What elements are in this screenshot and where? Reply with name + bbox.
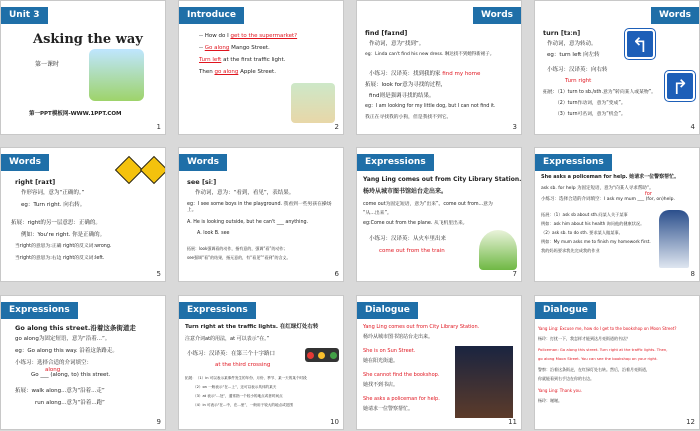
expression-title-cn: 杨玲从城市图书馆站台走出来。 [363,188,448,195]
answer: Turn right [565,78,592,84]
line: eg：Turn right. 向右转。 [21,202,86,208]
slide-number: 12 [686,418,695,426]
line: eg：Go along this way. 沿着这条路走。 [15,348,118,354]
slide-subtitle: 第一课时 [35,61,60,68]
slide-9[interactable] [0,295,166,430]
slide-number: 9 [156,418,161,426]
slide-header: Expressions [179,302,256,319]
slide-7[interactable] [356,147,522,282]
line: 拓展：look for意为寻找的过程， [365,82,447,88]
slide-4[interactable] [534,0,700,135]
exercise: A. He is looking outside, but he can't ___ anything. [187,220,309,225]
vocab-word: right [raɪt] [15,178,56,186]
slide-2[interactable] [178,0,344,135]
line: 拓展：（1）ask sb about sth.问某人关于某事 [541,212,628,217]
expression-title: She asks a policeman for help. 她请求一位警察帮忙。 [541,174,680,180]
line: eg：Linda can't find his new dress. 琳达找不到她得新裙子。 [365,52,495,57]
dialogue-line: Yang Ling comes out from City Library Station. [363,324,480,330]
line: 我正在寻找我的小狗，但是我找不到它。 [365,115,452,120]
slide-11[interactable] [356,295,522,430]
line: eg:Come out from the plane. 从飞机里出来。 [363,221,468,226]
dialogue-line: She asks a policeman for help. [363,396,440,402]
street-illustration [291,83,335,123]
line: （4）in 可表示“在...中，在...里”，一般用于较大的地点或范围 [193,403,293,407]
line: 我的妈妈要求我先完成我的作业 [541,248,600,253]
dialogue-line: 警察：沿着这条街走，在红绿灯处右转。然后，沿着月亮街道， [538,367,650,372]
turn-right-sign-icon: ↱ [665,71,695,101]
line: （3）turn可名词，意为“机会”。 [555,112,626,117]
line: 例如：My mum asks me to finish my homework first. [541,239,651,244]
slide-10[interactable] [178,295,344,430]
dialogue-line: She cannot find the bookshop. [363,372,440,378]
line: 小练习：汉译英：向右转 [547,67,608,73]
policeman-illustration [659,210,689,268]
line: 作形容词，意为“正确的。” [21,190,85,196]
slide-footer: 第一PPT模板网-WWW.1PPT.COM [29,111,122,117]
slide-6[interactable] [178,147,344,282]
line-2: -- Go along Mango Street. [199,45,270,51]
plant-illustration [479,230,517,270]
line: 拓展：（1）in 可以表示某事件发生的年份、月份、季节、某一天的某个时段 [185,376,307,380]
line: find则是强调寻找的结果。 [369,93,435,99]
dialogue-line: go along Moon Street. You can see the bookshop on your right. [538,356,658,361]
line: 当right的意思为:正确 right的反义词:wrong. [15,244,112,249]
slide-header: Unit 3 [1,7,48,24]
dialogue-line: 你就能看到右手边在你的右边。 [538,376,594,381]
dialogue-line: Policeman: Go along this street. Turn right at the traffic lights. Then, [538,347,668,352]
slide-number: 6 [334,270,339,278]
slide-header: Dialogue [357,302,418,319]
vocab-word: turn [tɜːn] [543,29,581,37]
slide-header: Words [651,7,699,24]
slide-header: Words [179,154,227,171]
line: 拓展：walk along...意为“沿着...走” [15,388,105,394]
slide-number: 11 [508,418,517,426]
line: 当right的意思为:右边 right的反义词:left. [15,256,105,261]
slide-header: Words [473,7,521,24]
exercise: 小练习：选择合适的介词填空：I ask my mum ___ (for, on)help. [541,197,675,202]
slide-number: 7 [512,270,517,278]
line: （2）turn作动词，意为“变成”。 [555,101,626,106]
slide-title: Asking the way [33,32,143,47]
slide-header: Expressions [535,154,612,171]
line-3: Turn left at the first traffic light. [199,57,286,63]
expression-title: Go along this street.沿着这条街道走 [15,324,136,332]
exercise: Go ___ (along, to) this street. [31,372,111,378]
slide-header: Words [1,154,49,171]
slide-5[interactable] [0,147,166,282]
line: go along为固定短语，意为“沿着...”。 [15,336,111,342]
dialogue-line: 她请求一位警察帮忙。 [363,406,414,412]
line: 小练习：选择合适的介词填空： [15,360,93,366]
dialogue-line: Yang Ling: Excuse me, how do I get to the bookshop on Moon Street? [538,326,677,331]
line: eg：I see some boys in the playground. 我看到一些男孩在操场上。 [187,202,332,214]
slide-1[interactable] [0,0,166,135]
slide-number: 5 [156,270,161,278]
slide-12[interactable] [534,295,700,430]
check-sign-icon [140,156,166,184]
line: ask sb. for help 为固定短语，意为“向某人寻求帮助”。 [541,186,654,191]
slide-3[interactable] [356,0,522,135]
answer: for [645,191,652,197]
slide-header: Introduce [179,7,244,24]
dialogue-line: 她找不到书店。 [363,382,399,388]
line: run along...意为“沿着...跑” [35,400,105,406]
exercise: 小练习：汉译英：从火车里出来 [369,236,447,242]
slide-number: 1 [156,123,161,131]
line: （2）ask sb. to do sth. 要求某人做某事。 [541,230,623,235]
line: 拓展：right的另一层意思：正确的。 [11,220,101,226]
answer: along [45,367,61,373]
answer: come out from the train [379,248,445,254]
line: 作动词，意为转动。 [547,41,597,47]
slide-number: 10 [330,418,339,426]
slide-number: 8 [690,270,695,278]
vocab-word: find [faɪnd] [365,29,408,37]
dialogue-line: 杨玲从城市图书馆站台走出来。 [363,334,434,340]
exercise: 小练习：汉译英：找到我的家 find my home [369,71,481,77]
dialogue-line: 杨玲：谢谢。 [538,398,562,403]
line: （3）at 表示“...处”，通常指一个较小的地点或者时间点 [193,394,283,398]
slide-header: Dialogue [535,302,596,319]
dialogue-line: Yang Ling: Thank you. [538,388,582,393]
dialogue-line: She is on Sun Street. [363,348,416,354]
exercise: 小练习：汉译英：在第三个十字路口 [187,351,276,357]
kids-illustration [89,49,144,101]
line: （2）on 一般表示“在...上”，还可以表示具体的某天 [193,385,277,389]
line: 拓展：（1）turn to sb./sth.意为“转向某人或某物”。 [543,90,656,95]
note: 注意介词at的用法，at 可以表示“在。” [185,336,270,342]
line: come out为固定短语，意为“出来”。come out from...意为 [363,202,493,207]
options: A. look B. see [197,231,230,236]
night-street-photo [455,346,513,418]
line-4: Then go along Apple Street. [199,69,276,75]
slide-number: 2 [334,123,339,131]
traffic-light-icon [305,348,339,362]
expression-title: Turn right at the traffic lights. 在红绿灯处右转 [185,324,319,330]
dialogue-line: 她在阳光街道。 [363,358,399,364]
line: “从...出来”。 [363,211,392,216]
answer: at the third crossing [215,362,271,368]
line: eg：I am looking for my little dog, but I can not find it. [365,104,496,109]
slide-number: 4 [690,123,695,131]
expression-title: Yang Ling comes out from City Library Station. [363,176,522,183]
line: 例如：ask him about his health 询问他的健康状况。 [541,221,645,226]
slide-header: Expressions [1,302,78,319]
slide-number: 3 [512,123,517,131]
dialogue-line: 杨玲：打扰一下，我怎样才能到达月亮街道的书店？ [538,336,630,341]
line: 作动词，意为“找到”。 [369,41,425,47]
line: eg：turn left 向左转 [547,52,600,58]
slide-8[interactable] [534,147,700,282]
line-1: -- How do I get to the supermarket? [199,33,298,39]
line: see强调“看”的结果，指无意的，有“看见”“看到”的含义。 [187,255,291,260]
slide-header: Expressions [357,154,434,171]
turn-left-sign-icon: ↰ [625,29,655,59]
line: 拓展：look强调看的动作，指有意的，强调“看”的动作； [187,246,288,251]
line: 作动词，意为：“看到，看见”，表结果。 [195,190,295,196]
vocab-word: see [siː] [187,178,217,186]
line: 例如：You're right. 你是正确的。 [21,232,106,238]
